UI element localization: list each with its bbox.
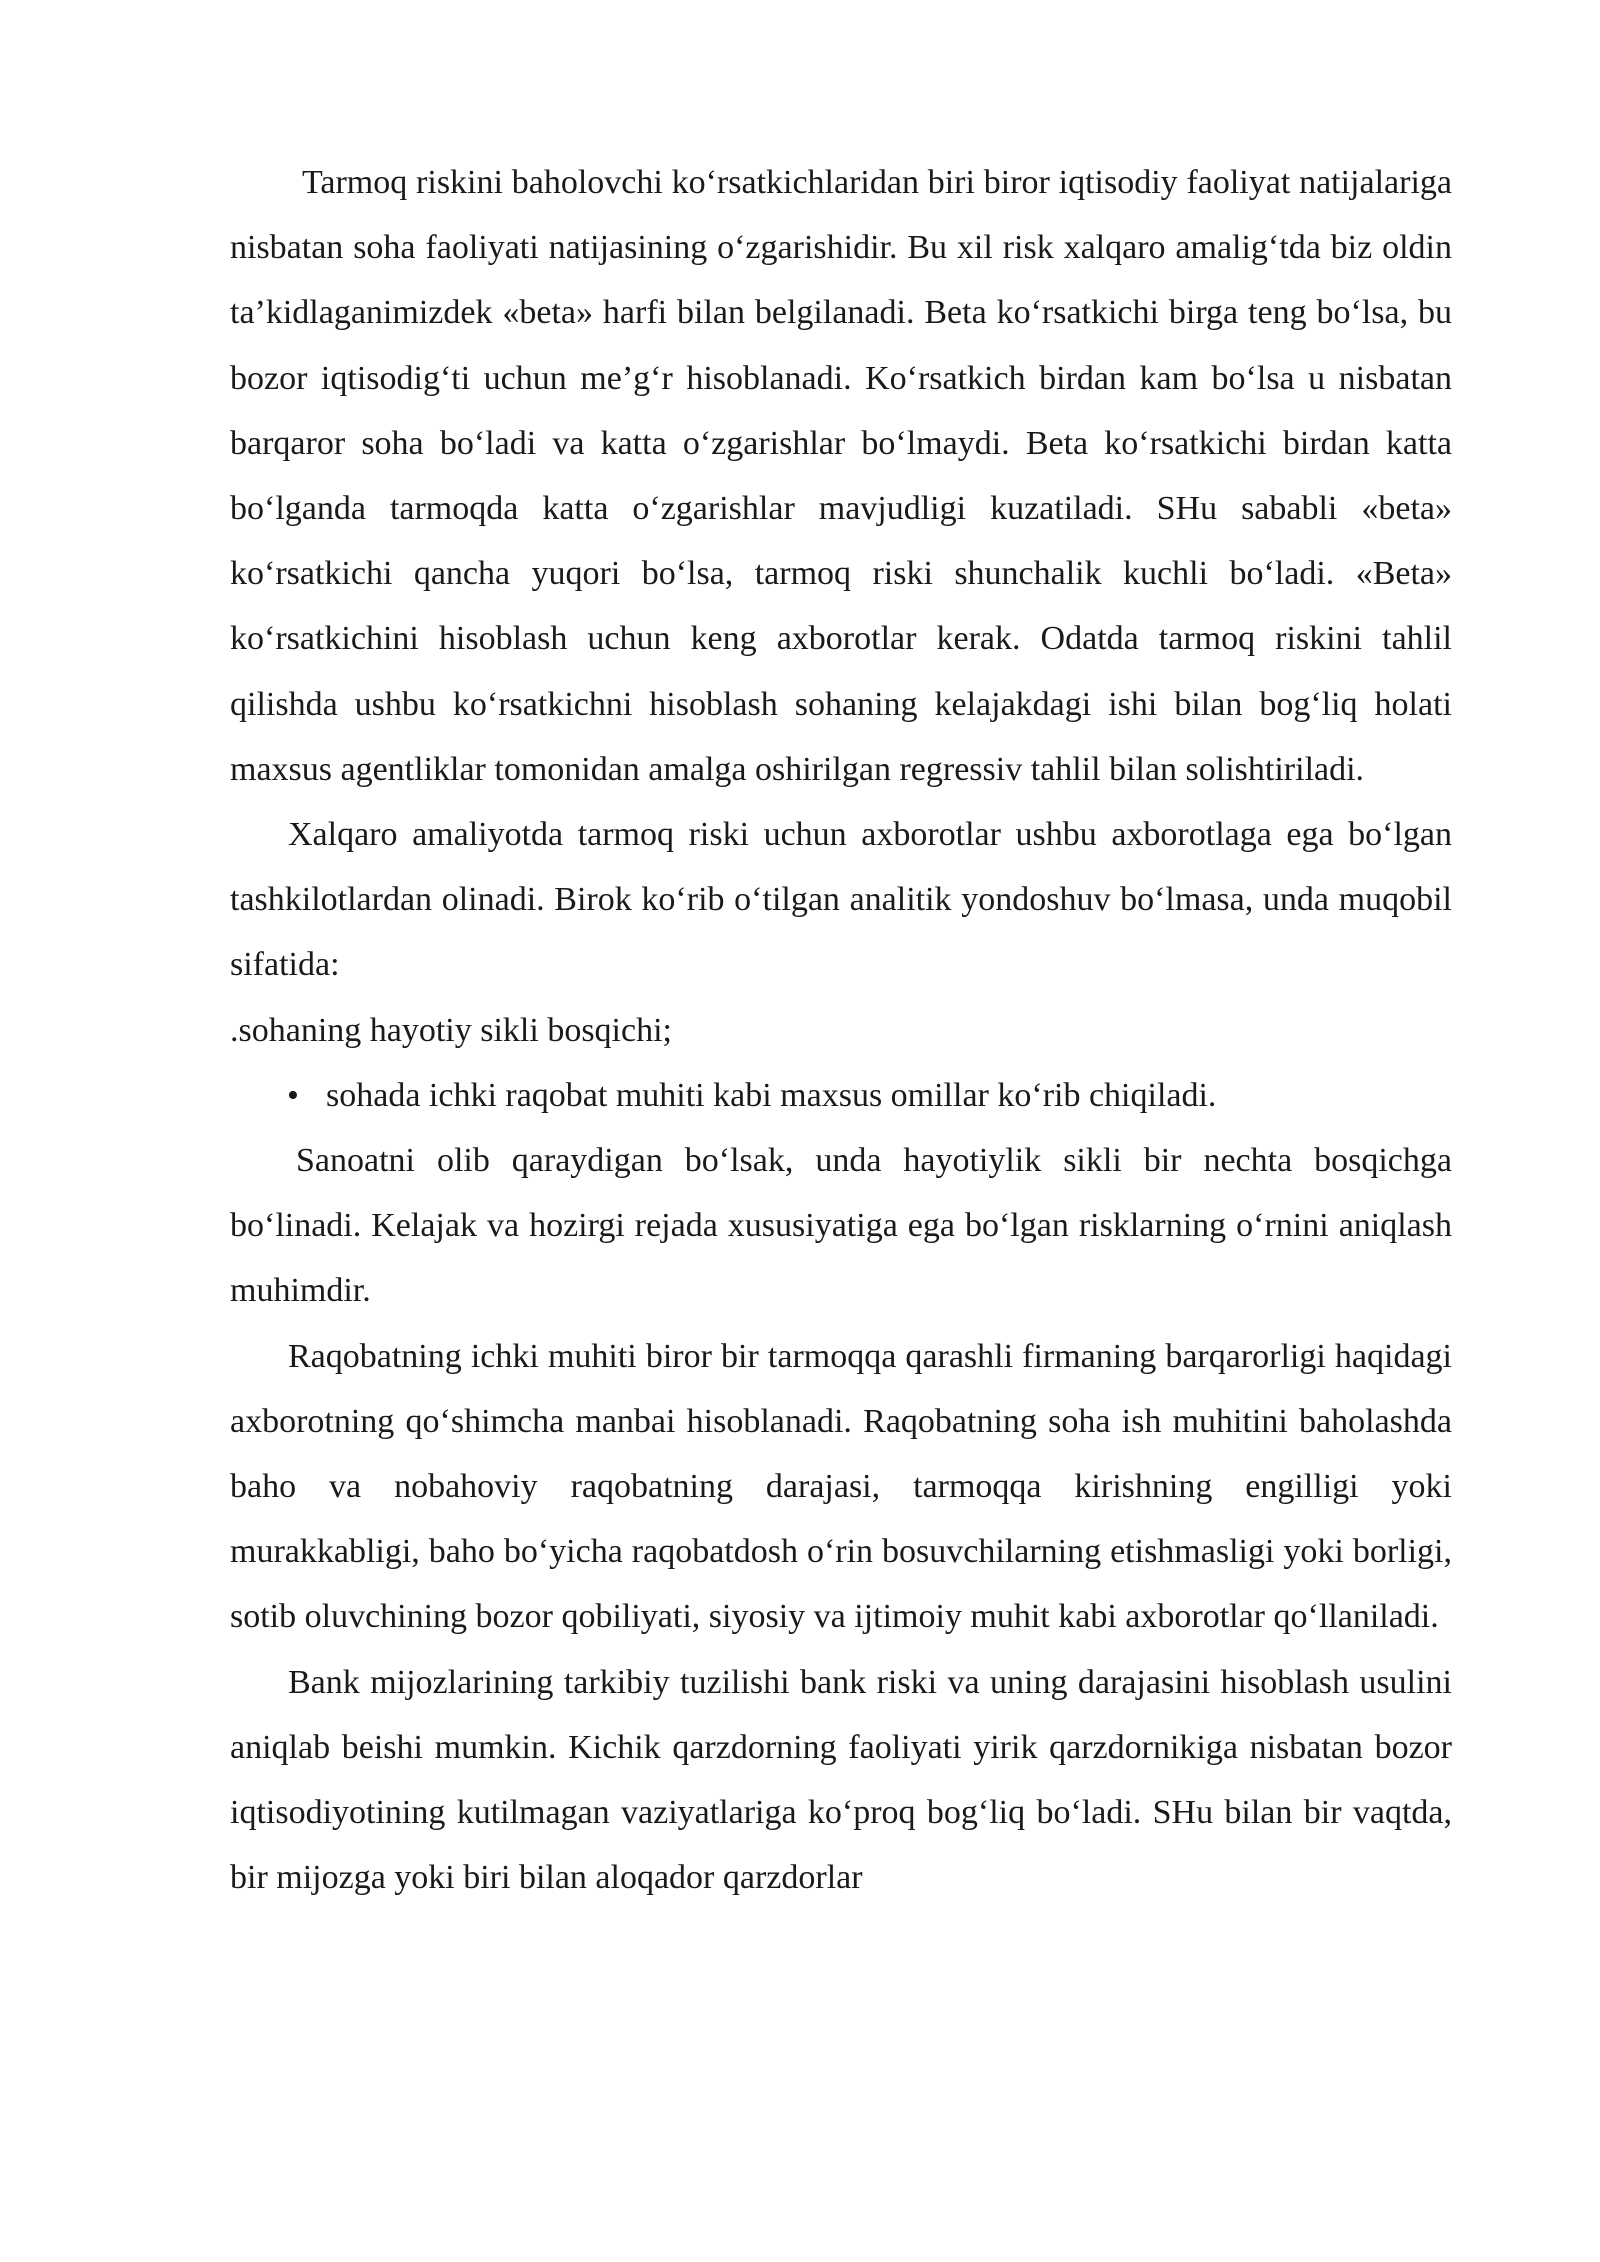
document-body <box>230 150 1452 1910</box>
paragraph-internal-competition: Raqobatning ichki muhiti biror bir tarmoqqa qarashli firmaning barqarorligi haqidagi axborotning qo‘shimcha manbai hisoblanadi. Raqobatning soha ish muhitini baholashda baho va nobahoviy raqobatning darajasi, tarmoqqa kirishning engilligi yoki murakkabligi, baho bo‘yicha raqobatdosh o‘rin bosuvchilarning etishmasligi yoki borligi, sotib oluvchining bozor qobiliyati, siyosiy va ijtimoiy muhit kabi axborotlar qo‘llaniladi. <box>230 1337 1452 1636</box>
bullet-item-competition <box>230 1063 1452 1128</box>
paragraph-bank-clients: Bank mijozlarining tarkibiy tuzilishi bank riski va uning darajasini hisoblash usulini aniqlab beishi mumkin. Kichik qarzdorning faoliyati yirik qarzdornikiga nisbatan bozor iqtisodiyotining kutilmagan vaziyatlariga ko‘proq bog‘liq bo‘ladi. SHu bilan bir vaqtda, bir mijozga yoki biri bilan aloqador qarzdorlar <box>230 1663 1452 1897</box>
paragraph-beta-indicator: Tarmoq riskini baholovchi ko‘rsatkichlaridan biri biror iqtisodiy faoliyat natijalariga nisbatan soha faoliyati natijasining o‘zgarishidir. Bu xil risk xalqaro amalig‘tda biz oldin ta’kidlaganimizdek «beta» harfi bilan belgilanadi. Beta ko‘rsatkichi birga teng bo‘lsa, bu bozor iqtisodig‘ti uchun me’g‘r hisoblanadi. Ko‘rsatkich birdan kam bo‘lsa u nisbatan barqaror soha bo‘ladi va katta o‘zgarishlar bo‘lmaydi. Beta ko‘rsatkichi birdan katta bo‘lganda tarmoqda katta o‘zgarishlar mavjudligi kuzatiladi. SHu sababli «beta» ko‘rsatkichi qancha yuqori bo‘lsa, tarmoq riski shunchalik kuchli bo‘ladi. «Beta» ko‘rsatkichini hisoblash uchun keng axborotlar kerak. Odatda tarmoq riskini tahlil qilishda ushbu ko‘rsatkichni hisoblash sohaning kelajakdagi ishi bilan bog‘liq holati maxsus agentliklar tomonidan amalga oshirilgan regressiv tahlil bilan solishtiriladi. <box>230 164 1452 788</box>
paragraph-international-practice: Xalqaro amaliyotda tarmoq riski uchun axborotlar ushbu axborotlaga ega bo‘lgan tashkilotlardan olinadi. Birok ko‘rib o‘tilgan analitik yondoshuv bo‘lmasa, unda muqobil sifatida: <box>230 816 1452 984</box>
paragraph-industry-life-cycle: Sanoatni olib qaraydigan bo‘lsak, unda hayotiylik sikli bir nechta bosqichga bo‘linadi. Kelajak va hozirgi rejada xususiyatiga ega bo‘lgan risklarning o‘rnini aniqlash muhimdir. <box>230 1142 1452 1310</box>
bullet-icon: • <box>287 1076 299 1114</box>
list-item-life-cycle: .sohaning hayotiy sikli bosqichi; <box>230 1011 672 1049</box>
bullet-text: sohada ichki raqobat muhiti kabi maxsus omillar ko‘rib chiqiladi. <box>326 1076 1217 1114</box>
